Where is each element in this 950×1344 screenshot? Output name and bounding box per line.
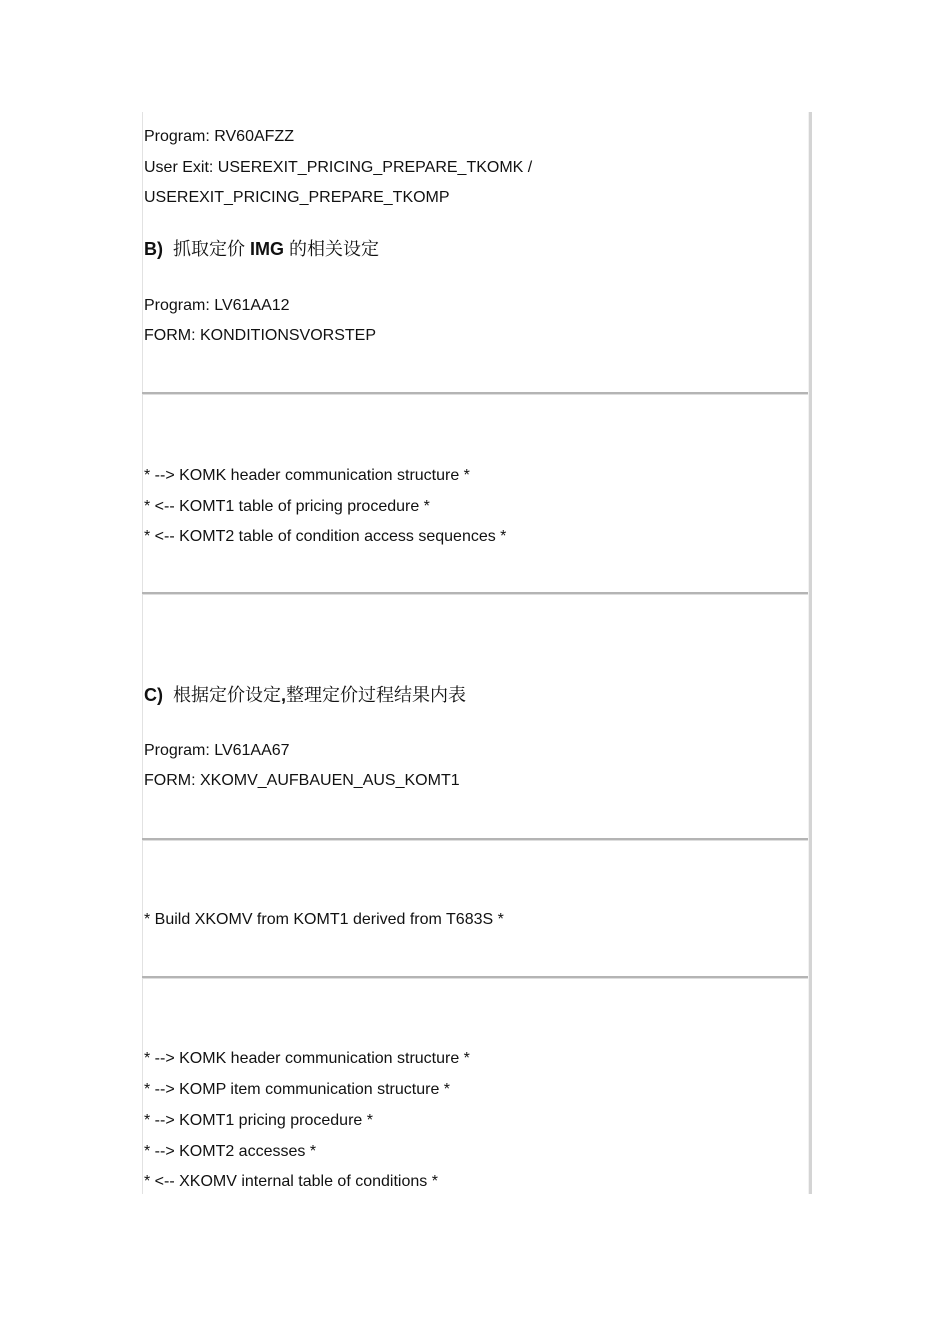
- program-lv61aa67: Program: LV61AA67: [144, 742, 290, 759]
- comment-build-xkomv: * Build XKOMV from KOMT1 derived from T683S *: [144, 911, 504, 928]
- section-c-heading: [144, 684, 466, 707]
- form-xkomv-aufbauen: FORM: XKOMV_AUFBAUEN_AUS_KOMT1: [144, 772, 460, 789]
- content-frame-right-border: [808, 112, 812, 1194]
- user-exit-line-1: User Exit: USEREXIT_PRICING_PREPARE_TKOMK /: [144, 159, 533, 176]
- comment-line: * <-- XKOMV internal table of conditions *: [144, 1173, 438, 1190]
- form-konditionsvorstep: FORM: KONDITIONSVORSTEP: [144, 327, 377, 344]
- horizontal-rule: [142, 392, 808, 395]
- section-c-title-comma: ,: [281, 685, 287, 705]
- comment-line: * --> KOMT1 pricing procedure *: [144, 1112, 373, 1129]
- section-b-letter: B): [144, 239, 163, 259]
- program-lv61aa12: Program: LV61AA12: [144, 297, 290, 314]
- section-b-title-part-3: 的相关设定: [289, 239, 380, 260]
- comment-line: * --> KOMP item communication structure *: [144, 1081, 451, 1098]
- section-b-heading: [144, 238, 379, 261]
- horizontal-rule: [142, 976, 808, 979]
- horizontal-rule: [142, 592, 808, 595]
- section-c-title-part-1: 根据定价设定: [173, 685, 281, 706]
- user-exit-line-2: USEREXIT_PRICING_PREPARE_TKOMP: [144, 189, 450, 206]
- section-b-title-part-1: 抓取定价: [173, 239, 245, 260]
- section-c-letter: C): [144, 685, 163, 705]
- section-c-title-part-2: 整理定价过程结果内表: [286, 685, 467, 706]
- horizontal-rule: [142, 838, 808, 841]
- program-rv60afzz: Program: RV60AFZZ: [144, 128, 294, 145]
- comment-line: * --> KOMK header communication structure *: [144, 1050, 470, 1067]
- comment-line: * --> KOMT2 accesses *: [144, 1143, 317, 1160]
- comment-line: * <-- KOMT1 table of pricing procedure *: [144, 498, 430, 515]
- comment-line: * <-- KOMT2 table of condition access sequences *: [144, 528, 507, 545]
- comment-line: * --> KOMK header communication structure *: [144, 467, 470, 484]
- content-frame-left-border: [142, 112, 143, 1194]
- section-b-title-part-2: IMG: [250, 239, 285, 259]
